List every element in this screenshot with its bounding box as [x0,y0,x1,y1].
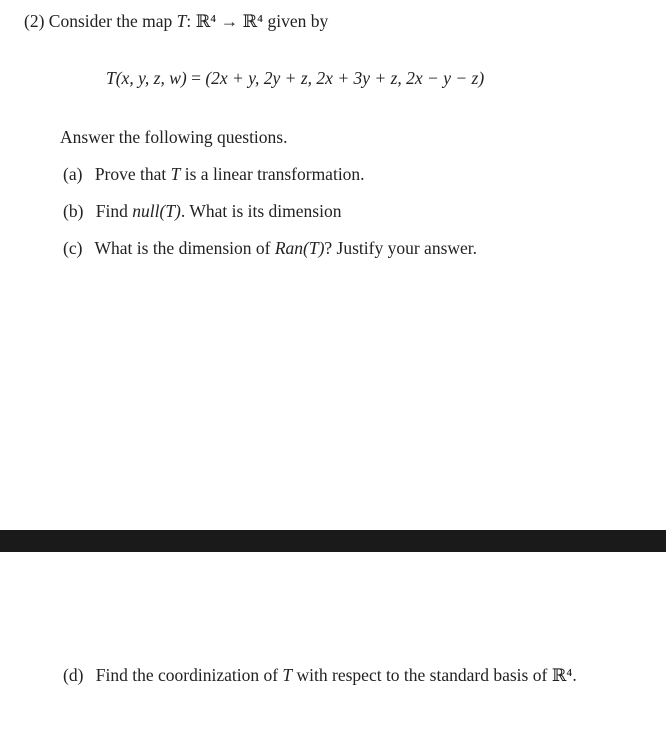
map-definition-equation [106,67,484,89]
equation-rhs: (2x + y, 2y + z, 2x + 3y + z, 2x − y − z) [205,68,485,88]
header-tail: given by [267,11,329,31]
part-d-space: ℝ⁴ [551,665,573,685]
part-b-post: . What is its dimension [180,201,342,221]
equation-equals: = [191,68,201,88]
question-part-c [63,237,477,259]
problem-header [24,10,328,32]
problem-intro: Consider the map [48,11,173,31]
part-d-pre: Find the coordinization of [95,665,279,685]
part-b-label: (b) [63,201,84,221]
part-d-end: . [572,665,577,685]
question-part-b [63,200,341,222]
part-b-pre: Find [95,201,128,221]
part-d-post: with respect to the standard basis of [296,665,548,685]
codomain-space: ℝ⁴ [242,11,264,31]
part-c-post: ? Justify your answer. [324,238,478,258]
question-part-a [63,163,365,185]
map-arrow: → [220,11,239,31]
instructions-text: Answer the following questions. [60,127,288,147]
problem-number: (2) [24,11,45,31]
part-b-expr: null(T) [132,201,181,221]
part-c-pre: What is the dimension of [94,238,271,258]
part-a-pre: Prove that [94,164,167,184]
separator-bar [0,530,666,552]
part-a-label: (a) [63,164,83,184]
part-c-expr: Ran(T) [274,238,325,258]
part-d-label: (d) [63,665,84,685]
map-symbol: T [176,11,187,31]
domain-space: ℝ⁴ [195,11,217,31]
part-d-symbol: T [282,665,293,685]
equation-lhs: T(x, y, z, w) [106,68,187,88]
map-colon: : [186,11,192,31]
question-part-d [63,664,577,686]
part-c-label: (c) [63,238,83,258]
part-a-symbol: T [170,164,181,184]
part-a-post: is a linear transformation. [184,164,365,184]
